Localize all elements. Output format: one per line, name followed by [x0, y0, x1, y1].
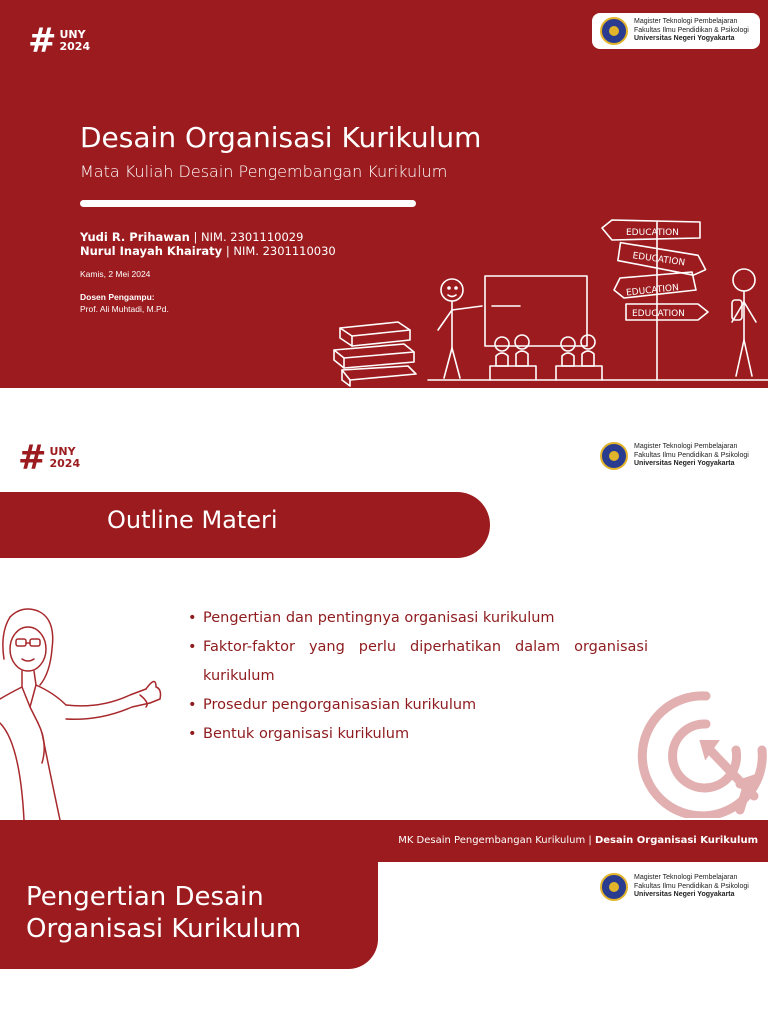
teacher-figure — [438, 279, 482, 378]
sign-label-4: EDUCATION — [632, 309, 685, 319]
title-divider — [80, 200, 416, 207]
student-standing-figure — [732, 269, 756, 376]
cover-slide — [0, 0, 768, 388]
institution-badge — [592, 13, 760, 49]
uny-2024-logo: # UNY 2024 — [28, 21, 91, 61]
logo-event-line1: UNY — [49, 445, 76, 458]
institution-line3: Universitas Negeri Yogyakarta — [634, 891, 735, 899]
footer-course: MK Desain Pengembangan Kurikulum | — [398, 835, 595, 846]
institution-line2: Fakultas Ilmu Pendidikan & Psikologi — [634, 451, 749, 459]
outline-footer-bar — [0, 820, 768, 862]
uny-seal-icon — [600, 17, 628, 45]
outline-slide — [0, 398, 768, 820]
logo-event-line2: 2024 — [59, 40, 91, 53]
sign-label-3: EDUCATION — [625, 283, 680, 299]
institution-badge — [592, 869, 760, 905]
presentation-date: Kamis, 2 Mei 2024 — [80, 269, 151, 279]
classroom-illustration — [320, 210, 768, 388]
institution-line1: Magister Teknologi Pembelajaran — [634, 874, 738, 882]
lecturer-label: Dosen Pengampu: — [80, 292, 155, 302]
section-title-line1: Pengertian Desain — [26, 882, 264, 912]
books-icon — [334, 322, 416, 386]
sign-label-2: EDUCATION — [631, 251, 686, 269]
outline-header-tab — [0, 492, 490, 558]
section-title-line2: Organisasi Kurikulum — [26, 914, 302, 944]
logo-event-line1: UNY — [59, 28, 86, 41]
section-header-tab — [0, 862, 378, 969]
outline-item: • Prosedur pengorganisasian kurikulum — [188, 691, 648, 720]
institution-line3: Universitas Negeri Yogyakarta — [634, 35, 735, 43]
presenter-illustration — [0, 603, 170, 820]
uny-seal-icon — [600, 442, 628, 470]
target-icon — [636, 688, 768, 818]
lecturer-name: Prof. Ali Muhtadi, M.Pd. — [80, 304, 169, 314]
footer-topic: Desain Organisasi Kurikulum — [594, 835, 758, 846]
institution-line2: Fakultas Ilmu Pendidikan & Psikologi — [634, 26, 749, 34]
institution-line1: Magister Teknologi Pembelajaran — [634, 443, 738, 451]
outline-list — [188, 604, 648, 749]
whiteboard — [485, 276, 587, 346]
institution-line3: Universitas Negeri Yogyakarta — [634, 460, 735, 468]
education-signpost — [602, 220, 708, 380]
outline-title: Outline Materi — [107, 506, 278, 534]
outline-item: • Faktor-faktor yang perlu diperhatikan dalam organisasi kurikulum — [188, 633, 648, 691]
logo-event-line2: 2024 — [49, 457, 81, 470]
outline-item: • Pengertian dan pentingnya organisasi kurikulum — [188, 604, 648, 633]
section-title — [26, 881, 366, 945]
cover-subtitle: Mata Kuliah Desain Pengembangan Kurikulum — [80, 162, 448, 181]
author-2: Nurul Inayah Khairaty | NIM. 2301110030 — [80, 244, 336, 258]
author-1: Yudi R. Prihawan | NIM. 2301110029 — [80, 230, 304, 244]
sign-label-1: EDUCATION — [626, 228, 679, 238]
cover-title: Desain Organisasi Kurikulum — [80, 121, 482, 154]
outline-item: • Bentuk organisasi kurikulum — [188, 720, 648, 749]
institution-line1: Magister Teknologi Pembelajaran — [634, 18, 738, 26]
author-list — [80, 230, 336, 258]
institution-line2: Fakultas Ilmu Pendidikan & Psikologi — [634, 882, 749, 890]
uny-2024-logo: # UNY 2024 — [18, 438, 81, 478]
institution-badge — [592, 438, 760, 474]
students-figures — [490, 335, 602, 380]
uny-seal-icon — [600, 873, 628, 901]
